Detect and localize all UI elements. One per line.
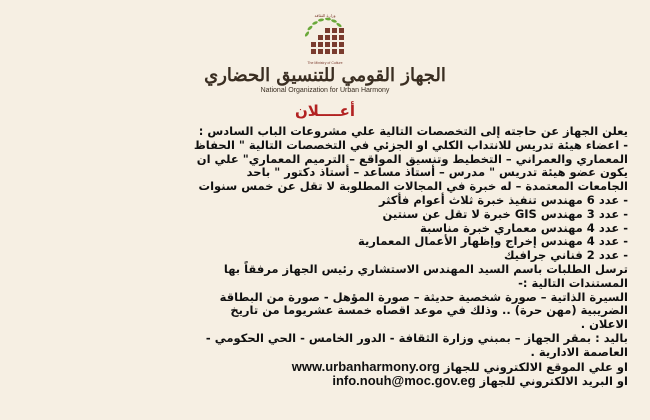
website-line	[22, 360, 628, 375]
body-line: السيرة الذاتية – صورة شخصية حديثة – صورة المؤهل - صورة من البطاقة	[219, 289, 628, 304]
body-line: باليد : بمقر الجهاز – بمبني وزارة الثقافة - الدور الخامس - الحي الحكومي -	[205, 330, 628, 345]
body-line: يكون عضو هيئة تدريس " مدرس – أستاذ مساعد – أستاذ دكتور " باحد	[246, 165, 628, 180]
body-line: الجامعات المعتمدة – له خبرة في المجالات المطلوبة لا تقل عن خمس سنوات	[198, 179, 628, 194]
job-item: - عدد 2 فناني جرافيك	[503, 248, 628, 263]
svg-text:The Ministry of Culture: The Ministry of Culture	[307, 61, 343, 65]
body-line: يعلن الجهاز عن حاجته إلى التخصصات التالية علي مشروعات الباب السادس :	[198, 124, 628, 138]
body-line: - اعضاء هيئة تدريس للانتداب الكلي او الجزئي في التخصصات التالية " الحفاظ	[193, 137, 628, 152]
organization-name-english: National Organization for Urban Harmony	[260, 87, 390, 94]
email-line	[22, 374, 628, 389]
announcement-title: أعــــلان	[294, 102, 356, 120]
email-prefix: او البريد الالكتروني للجهاز	[479, 374, 628, 389]
body-line: العاصمة الادارية .	[530, 344, 628, 359]
job-item: - عدد 6 مهندس تنفيذ خبرة ثلاث أعوام فأكثر	[378, 192, 628, 207]
website-prefix: او علي الموقع الالكتروني للجهاز	[443, 359, 628, 374]
body-line: الضريبية (مهن حرة) .. وذلك في موعد اقصاه خمسة عشريوما من تاريخ	[230, 303, 628, 318]
email-address: info.nouh@moc.gov.eg	[332, 373, 476, 389]
organization-name-arabic: الجهاز القومي للتنسيق الحضاري	[204, 65, 446, 86]
organization-logo-icon	[289, 12, 361, 70]
body-line: المعماري والعمراني – التخطيط وتنسيق المواقع – الترميم المعماري" علي ان	[196, 151, 628, 166]
header	[0, 0, 650, 100]
job-item: - عدد 3 مهندس GIS خبرة لا تقل عن سنتين	[382, 206, 628, 221]
body-line: المستندات التالية :-	[518, 275, 628, 290]
job-item: - عدد 4 مهندس معماري خبرة مناسبة	[420, 220, 628, 235]
website-url: www.urbanharmony.org	[291, 358, 440, 374]
svg-text:وزارة الثقافة: وزارة الثقافة	[314, 13, 336, 18]
body-line: الاعلان .	[580, 317, 628, 332]
body-line: ترسل الطلبات باسم السيد المهندس الاستشاري رئيس الجهاز مرفقاً بها	[223, 261, 628, 276]
job-item: - عدد 4 مهندس إخراج وإظهار الأعمال المعمارية	[358, 234, 628, 249]
announcement-body	[22, 125, 628, 389]
